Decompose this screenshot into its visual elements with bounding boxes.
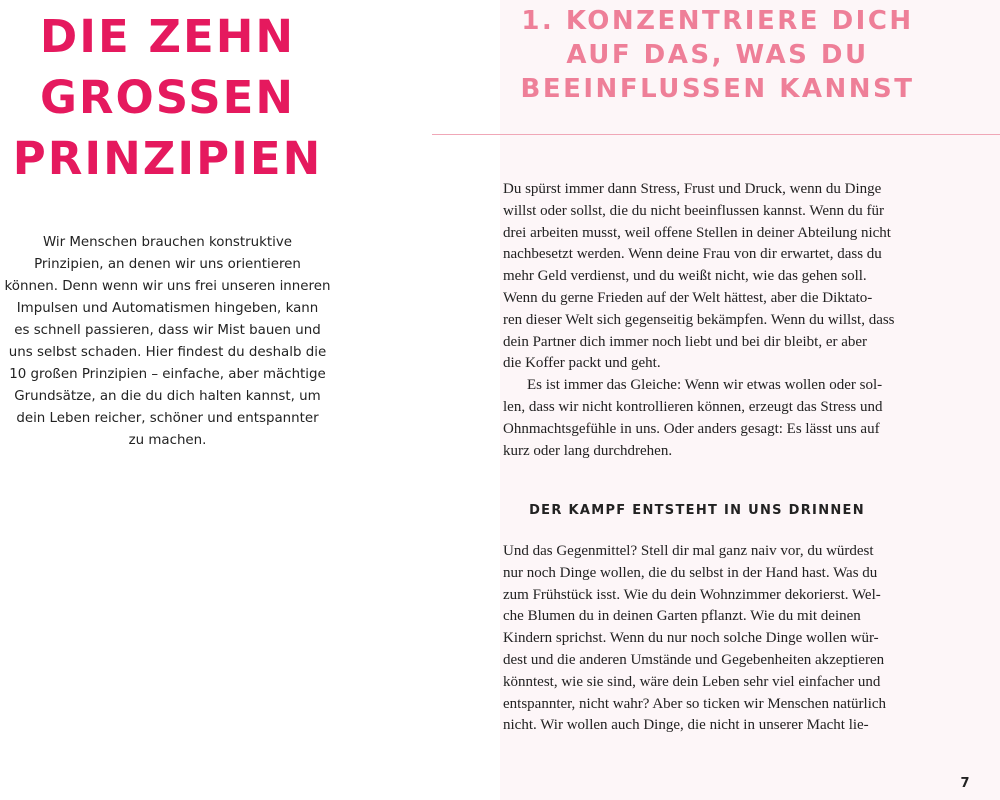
chapter-intro (0, 232, 335, 452)
subheading: DER KAMPF ENTSTEHT IN UNS DRINNEN (529, 503, 865, 518)
body-line: len, dass wir nicht kontrollieren können, erzeugt das Stress und (503, 398, 883, 415)
chapter-title-line: GROSSEN (39, 71, 296, 124)
chapter-title-line: DIE ZEHN (39, 10, 296, 63)
intro-line: Wir Menschen brauchen konstruktive (42, 235, 293, 250)
body-line: che Blumen du in deinen Garten pflanzt. Wie du mit deinen (503, 608, 861, 625)
body-paragraph-2 (503, 541, 891, 737)
body-line: nicht. Wir wollen auch Dinge, die nicht in unserer Macht lie- (503, 717, 869, 734)
body-line: Wenn du gerne Frieden auf der Welt hättest, aber die Diktato- (503, 289, 873, 306)
section-title-line: AUF DAS, WAS DU (566, 40, 869, 70)
intro-line: dein Leben reicher, schöner und entspannter (16, 411, 319, 426)
body-line: ren dieser Welt sich gegenseitig bekämpfen. Wenn du willst, dass (503, 311, 895, 328)
intro-line: Grundsätze, an die du dich halten kannst, um (14, 389, 321, 404)
intro-line: können. Denn wenn wir uns frei unseren inneren (4, 279, 331, 294)
chapter-title-line: PRINZIPIEN (12, 132, 323, 185)
body-line: drei arbeiten musst, weil offene Stellen in deiner Abteilung nicht (503, 224, 891, 241)
body-line: könntest, wie sie sind, wäre dein Leben sehr viel einfacher und (503, 673, 881, 690)
body-line: willst oder sollst, die du nicht beeinflussen kannst. Wenn du für (503, 202, 884, 219)
section-title (505, 4, 930, 106)
section-title-line: 1. KONZENTRIERE DICH (521, 6, 914, 36)
body-line: dein Partner dich immer noch liebt und bei dir bleibt, er aber (503, 333, 868, 350)
intro-line: Impulsen und Automatismen hingeben, kann (16, 301, 319, 316)
body-line: Es ist immer das Gleiche: Wenn wir etwas wollen oder sol- (527, 377, 883, 394)
page-number: 7 (960, 776, 970, 791)
body-line: zum Frühstück isst. Wie du dein Wohnzimmer dekorierst. Wel- (503, 586, 881, 603)
body-line: dest und die anderen Umstände und Gegebenheiten akzeptieren (503, 651, 885, 668)
section-title-line: BEEINFLUSSEN KANNST (520, 74, 915, 104)
body-line: entspannter, nicht wahr? Aber so ticken wir Menschen natürlich (503, 695, 887, 712)
body-line: Ohnmachtsgefühle in uns. Oder anders gesagt: Es lässt uns auf (503, 420, 880, 437)
body-line: kurz oder lang durchdrehen. (503, 442, 673, 459)
intro-line: es schnell passieren, dass wir Mist bauen und (14, 323, 321, 338)
body-line: mehr Geld verdienst, und du weißt nicht, wie das gehen soll. (503, 268, 867, 285)
intro-line: uns selbst schaden. Hier findest du deshalb die (8, 345, 327, 360)
intro-line: Prinzipien, an denen wir uns orientieren (34, 257, 301, 272)
body-paragraph-1 (503, 179, 895, 462)
intro-line: 10 großen Prinzipien – einfache, aber mächtige (9, 367, 326, 382)
body-line: nur noch Dinge wollen, die du selbst in der Hand hast. Was du (503, 564, 878, 581)
section-divider (432, 134, 1000, 135)
intro-line: zu machen. (128, 433, 207, 448)
body-line: Du spürst immer dann Stress, Frust und Druck, wenn du Dinge (503, 181, 882, 197)
body-line: Und das Gegenmittel? Stell dir mal ganz naiv vor, du würdest (503, 543, 874, 559)
body-line: die Koffer packt und geht. (503, 355, 661, 372)
body-line: Kindern sprichst. Wenn du nur noch solche Dinge wollen wür- (503, 630, 879, 647)
body-line: nachbesetzt werden. Wenn deine Frau von dir erwartet, dass du (503, 246, 882, 263)
chapter-title (0, 6, 335, 189)
